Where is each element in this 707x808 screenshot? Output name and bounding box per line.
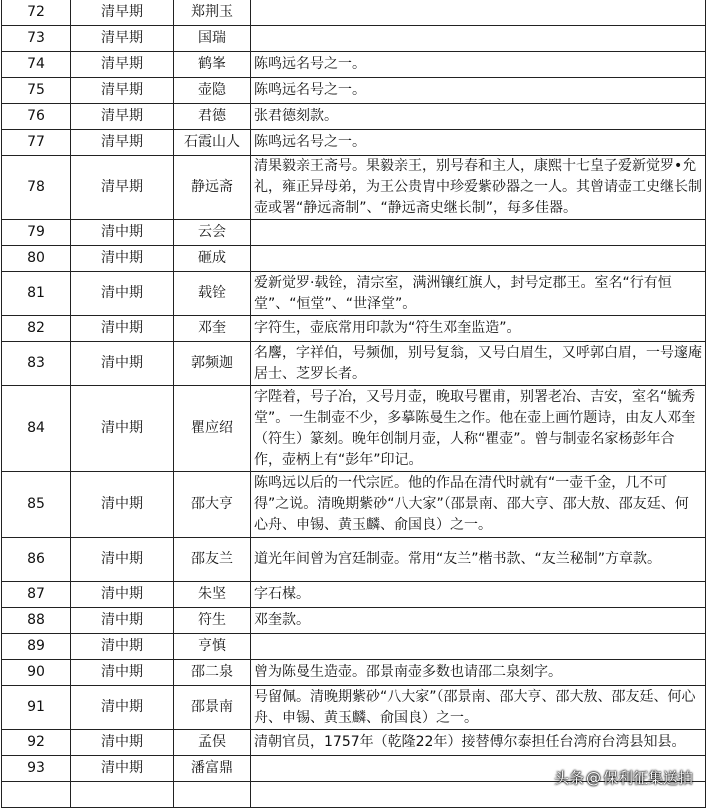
row-period: 清中期 <box>71 608 174 634</box>
row-note: 张君德刻款。 <box>251 104 706 130</box>
row-name: 邓奎 <box>174 316 251 342</box>
watermark <box>554 767 693 788</box>
table-row <box>2 730 706 756</box>
row-number: 86 <box>2 538 71 582</box>
row-number: 85 <box>2 472 71 538</box>
row-number: 83 <box>2 342 71 386</box>
row-note <box>251 26 706 52</box>
watermark-at: @ <box>585 769 601 787</box>
row-number: 84 <box>2 386 71 472</box>
row-period: 清中期 <box>71 272 174 316</box>
table-row <box>2 272 706 316</box>
row-name: 石霞山人 <box>174 130 251 156</box>
row-name: 朱坚 <box>174 582 251 608</box>
row-note: 名麐，字祥伯，号频伽，别号复翁，又号白眉生，又呼郭白眉，一号邃庵居士、芝罗长者。 <box>251 342 706 386</box>
row-name: 壶隐 <box>174 78 251 104</box>
table-row <box>2 220 706 246</box>
row-name: 亨慎 <box>174 634 251 660</box>
row-name: 符生 <box>174 608 251 634</box>
row-name: 邵景南 <box>174 686 251 730</box>
row-note: 陈鸣远名号之一。 <box>251 52 706 78</box>
row-period: 清中期 <box>71 686 174 730</box>
row-note: 清果毅亲王斋号。果毅亲王，别号春和主人，康熙十七皇子爱新觉罗•允礼，雍正异母弟，为王公贵胄中珍爱紫砂器之一人。其曾请壶工史继长制壶或署“静远斋制”、“静远斋史继长制”，每多佳器。 <box>251 156 706 220</box>
watermark-prefix: 头条 <box>553 769 584 787</box>
row-number <box>2 782 71 808</box>
table-row <box>2 316 706 342</box>
row-number: 78 <box>2 156 71 220</box>
table-row <box>2 342 706 386</box>
row-name: 砸成 <box>174 246 251 272</box>
row-period: 清早期 <box>71 0 174 26</box>
row-number: 88 <box>2 608 71 634</box>
row-number: 72 <box>2 0 71 26</box>
row-note <box>251 0 706 26</box>
row-period: 清中期 <box>71 582 174 608</box>
row-name <box>174 782 251 808</box>
row-number: 91 <box>2 686 71 730</box>
row-note: 字符生，壶底常用印款为“符生邓奎监造”。 <box>251 316 706 342</box>
table-row <box>2 26 706 52</box>
row-note <box>251 634 706 660</box>
row-period: 清早期 <box>71 52 174 78</box>
row-period: 清中期 <box>71 634 174 660</box>
row-period: 清中期 <box>71 342 174 386</box>
table-row <box>2 246 706 272</box>
row-note: 字陛着，号子冶，又号月壶，晚取号瞿甫，别署老冶、吉安，室名“毓秀堂”。一生制壶不少，多摹陈曼生之作。他在壶上画竹题诗，由友人邓奎（符生）篆刻。晚年创制月壶，人称“瞿壶”。曾与制壶名家杨彭年合作，壶柄上有“彭年”印记。 <box>251 386 706 472</box>
row-name: 国瑞 <box>174 26 251 52</box>
row-period: 清早期 <box>71 104 174 130</box>
row-name: 郑荆玉 <box>174 0 251 26</box>
row-period: 清中期 <box>71 660 174 686</box>
row-note: 邓奎款。 <box>251 608 706 634</box>
table-row <box>2 0 706 26</box>
row-period: 清中期 <box>71 316 174 342</box>
row-name: 鹤峯 <box>174 52 251 78</box>
table-row <box>2 130 706 156</box>
table-row <box>2 582 706 608</box>
table-row <box>2 104 706 130</box>
table-row <box>2 660 706 686</box>
row-period: 清早期 <box>71 156 174 220</box>
row-number: 90 <box>2 660 71 686</box>
row-name: 潘富鼎 <box>174 756 251 782</box>
row-period: 清中期 <box>71 538 174 582</box>
row-note: 陈鸣远以后的一代宗匠。他的作品在清代时就有“一壶千金，几不可得”之说。清晚期紫砂“八大家”（邵景南、邵大亨、邵大敖、邵友廷、何心舟、申锡、黄玉麟、俞国良）之一。 <box>251 472 706 538</box>
row-number: 80 <box>2 246 71 272</box>
row-note: 爱新觉罗·载铨，清宗室，满洲镶红旗人，封号定郡王。室名“行有恒堂”、“恒堂”、“世泽堂”。 <box>251 272 706 316</box>
row-number: 87 <box>2 582 71 608</box>
row-period: 清中期 <box>71 472 174 538</box>
row-number: 73 <box>2 26 71 52</box>
row-name: 君德 <box>174 104 251 130</box>
row-note: 号留佩。清晚期紫砂“八大家”（邵景南、邵大亨、邵大敖、邵友廷、何心舟、申锡、黄玉麟、俞国良）之一。 <box>251 686 706 730</box>
row-note: 曾为陈曼生造壶。邵景南壶多数也请邵二泉刻字。 <box>251 660 706 686</box>
row-name: 郭频迦 <box>174 342 251 386</box>
table-body <box>2 0 706 808</box>
watermark-account: 保利征集送拍 <box>602 769 693 787</box>
row-note: 清朝官员，1757年（乾隆22年）接替傅尔泰担任台湾府台湾县知县。 <box>251 730 706 756</box>
row-number: 81 <box>2 272 71 316</box>
row-number: 76 <box>2 104 71 130</box>
row-period: 清中期 <box>71 246 174 272</box>
row-name: 载铨 <box>174 272 251 316</box>
row-number: 74 <box>2 52 71 78</box>
table-row <box>2 156 706 220</box>
pottery-makers-table <box>1 0 706 808</box>
row-name: 云会 <box>174 220 251 246</box>
row-name: 邵大亨 <box>174 472 251 538</box>
row-period: 清早期 <box>71 26 174 52</box>
row-number: 77 <box>2 130 71 156</box>
row-name: 邵友兰 <box>174 538 251 582</box>
table-row <box>2 686 706 730</box>
table-row <box>2 52 706 78</box>
row-note: 道光年间曾为宫廷制壶。常用“友兰”楷书款、“友兰秘制”方章款。 <box>251 538 706 582</box>
row-number: 92 <box>2 730 71 756</box>
row-period <box>71 782 174 808</box>
row-period: 清中期 <box>71 756 174 782</box>
row-number: 93 <box>2 756 71 782</box>
row-period: 清早期 <box>71 130 174 156</box>
row-note: 陈鸣远名号之一。 <box>251 130 706 156</box>
row-note <box>251 220 706 246</box>
row-number: 89 <box>2 634 71 660</box>
row-name: 瞿应绍 <box>174 386 251 472</box>
row-name: 孟俣 <box>174 730 251 756</box>
table-row <box>2 634 706 660</box>
table-row <box>2 472 706 538</box>
row-period: 清中期 <box>71 386 174 472</box>
row-note <box>251 246 706 272</box>
table-row <box>2 538 706 582</box>
row-period: 清中期 <box>71 730 174 756</box>
row-note: 字石楳。 <box>251 582 706 608</box>
table-row <box>2 386 706 472</box>
row-note: 陈鸣远名号之一。 <box>251 78 706 104</box>
table-row <box>2 78 706 104</box>
row-period: 清早期 <box>71 78 174 104</box>
row-number: 79 <box>2 220 71 246</box>
row-period: 清中期 <box>71 220 174 246</box>
table-row <box>2 608 706 634</box>
row-name: 邵二泉 <box>174 660 251 686</box>
row-number: 75 <box>2 78 71 104</box>
row-number: 82 <box>2 316 71 342</box>
row-name: 静远斋 <box>174 156 251 220</box>
